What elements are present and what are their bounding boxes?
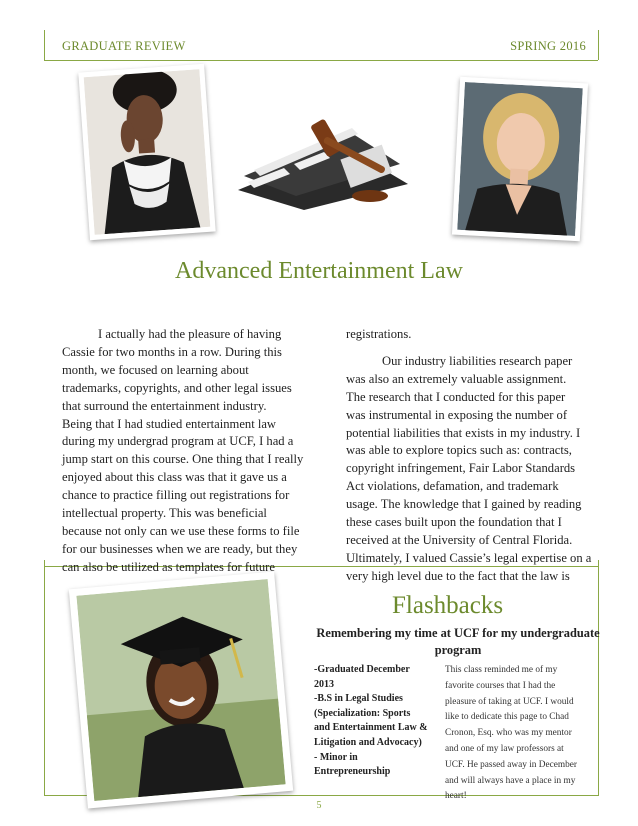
paragraph-line: because not only can we use these forms to file <box>62 523 300 538</box>
paragraph-line: Ultimately, I valued Cassie’s legal expertise on a <box>346 550 592 565</box>
paragraph-line: trademarks, copyrights, and other legal issues <box>62 380 292 395</box>
detail-line: -B.S in Legal Studies <box>314 693 403 705</box>
dedication-line: and one of my law professors at <box>445 743 564 754</box>
paragraph-line: was also an extremely valuable assignment. <box>346 371 567 386</box>
detail-line: -Graduated December <box>314 664 410 675</box>
detail-line: Litigation and Advocacy) <box>314 736 422 748</box>
photo-gavel-clapperboard <box>224 106 414 210</box>
paragraph-line: I actually had the pleasure of having <box>98 327 282 341</box>
page-number: 5 <box>316 800 322 811</box>
detail-line: (Specialization: Sports <box>314 707 411 719</box>
detail-line: Entrepreneurship <box>314 766 391 778</box>
top-rule <box>44 60 598 61</box>
photo-woman-portrait <box>78 64 215 240</box>
paragraph-line: was instrumental in exposing the number of <box>346 407 568 422</box>
paragraph-line: potential liabilities that exists in my industry. I <box>346 425 581 440</box>
left-rule-bottom <box>44 560 45 796</box>
left-rule-top <box>44 30 45 60</box>
paragraph-line: was able to explore topics such as: contracts, <box>346 443 572 458</box>
header-right: SPRING 2016 <box>510 39 586 53</box>
paragraph-line: enjoyed about this class was that it gave us a <box>62 470 287 485</box>
paragraph-line: Being that I had studied entertainment law <box>62 416 277 431</box>
paragraph-line: The research that I conducted for this paper <box>346 389 566 404</box>
gavel-icon <box>224 106 414 210</box>
paragraph-line: registrations. <box>346 327 412 341</box>
dedication-line: This class reminded me of my <box>445 665 558 675</box>
paragraph-line: Act violations, defamation, and trademark <box>346 479 559 494</box>
paragraph-line: month, we focused on learning about <box>62 362 249 377</box>
professor-portrait-image <box>457 82 583 236</box>
detail-line: and Entertainment Law & <box>314 722 428 734</box>
woman-portrait-image <box>84 69 211 235</box>
header-left: GRADUATE REVIEW <box>62 39 186 53</box>
right-rule-top <box>598 30 599 60</box>
article-title: Advanced Entertainment Law <box>175 258 463 284</box>
detail-line: 2013 <box>314 678 334 690</box>
paragraph-line: for our businesses when we are ready, but they <box>62 541 298 556</box>
paragraph-line: jump start on this course. One thing that I really <box>62 452 304 467</box>
paragraph-line: very high level due to the fact that the law is <box>346 568 570 583</box>
dedication-text <box>445 663 601 805</box>
flashbacks-title: Flashbacks <box>392 592 504 619</box>
paragraph-line: can also be utilized as templates for future <box>62 559 275 574</box>
paragraph-line: chance to practice filling out registrations for <box>62 488 290 503</box>
article-right-column <box>346 326 608 586</box>
paragraph-line: these cases built upon the foundation that I <box>346 515 562 530</box>
paragraph-line: copyright infringement, Fair Labor Standards <box>346 461 576 476</box>
dedication-line: and will always have a place in my <box>445 775 576 786</box>
paragraph-line: Cassie for two months in a row. During this <box>62 344 282 359</box>
paragraph-line: received at the University of Central Florida. <box>346 532 573 547</box>
detail-line: - Minor in <box>314 751 358 763</box>
photo-professor-portrait <box>452 77 588 241</box>
graduation-details <box>314 663 432 780</box>
paragraph-line: intellectual property. This was beneficial <box>62 506 267 521</box>
dedication-line: Cronon, Esq. who was my mentor <box>445 728 572 739</box>
paragraph-line: during my undergrad program at UCF, I had a <box>62 434 294 449</box>
dedication-line: like to dedicate this page to Chad <box>445 712 569 723</box>
dedication-line: UCF. He passed away in December <box>445 759 577 770</box>
paragraph-line: usage. The knowledge that I gained by reading <box>346 497 582 512</box>
paragraph-line: that surround the entertainment industry. <box>62 398 267 413</box>
graduate-portrait-image <box>76 579 285 801</box>
dedication-line: pleasure of taking at UCF. I would <box>445 696 574 707</box>
paragraph-line: Our industry liabilities research paper <box>382 353 573 368</box>
article-left-column <box>62 326 330 577</box>
dedication-line: heart! <box>445 791 467 802</box>
flashbacks-subtitle: Remembering my time at UCF for my undergraduate program <box>316 626 600 657</box>
dedication-line: favorite courses that I had the <box>445 680 556 691</box>
photo-graduate <box>69 571 293 808</box>
